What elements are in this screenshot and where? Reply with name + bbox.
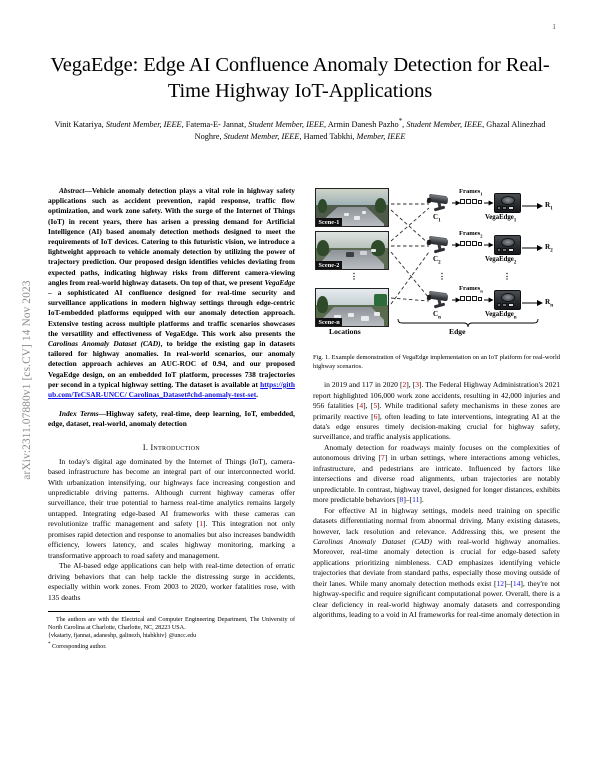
device-ports [497, 206, 514, 210]
figure-1 [313, 186, 560, 348]
tree-icon [374, 294, 387, 306]
port [497, 303, 501, 307]
camera-lens [427, 240, 432, 245]
dataset-link[interactable]: https://github.com/TeCSAR-UNCC/ Carolinas_Dataset#chd-anomaly-test-set [48, 379, 295, 400]
body-columns [48, 186, 560, 766]
scene-thumbnail-1 [315, 188, 389, 227]
camera-label-n: $C_n$ [433, 310, 441, 321]
arxiv-stamp: arXiv:2311.07880v1 [cs.CV] 14 Nov 2023 [21, 280, 33, 480]
result-label-2: $R_2$ [545, 243, 553, 254]
vehicle-marker [360, 251, 367, 255]
vertical-ellipsis: ⋮ [438, 272, 446, 281]
frame-box [466, 241, 471, 246]
footnote [48, 616, 295, 651]
result-label-n: $R_n$ [545, 298, 553, 309]
device-fan-icon [501, 196, 515, 205]
group-label-edge: Edge [449, 327, 466, 336]
vegaedge-device-n [494, 290, 521, 310]
intro-paragraph-1: In today's digital age dominated by the Internet of Things (IoT), camera-based infrastructure has become an integral part of our interconnected world. With urbanization intensifying, our highways face increasing congestion and unpredictable driving patterns. Although current highway cameras offer surveillance, their true potential to harness real-time analytics remains largely untapped. Integrating edge-based AI frameworks with these cameras can revolutionize traffic management and safety [1]. This integration not only promises rapid detection and response to anomalies but also increases bandwidth efficiency, lowers latency, and scales highway monitoring, marking a transformative approach to road safety and management. [48, 456, 295, 560]
figure-caption-text: Example demonstration of VegaEdge implementation on an IoT platform for real-world highway scenarios. [313, 354, 561, 370]
vehicle-marker [348, 313, 354, 317]
camera-base [434, 248, 445, 254]
abstract-link-suffix: . [256, 390, 259, 400]
scene-thumbnail-n [315, 288, 389, 327]
left-column [48, 186, 295, 651]
figure-diagram [313, 186, 560, 348]
right-paragraph-3: For effective AI in highway settings, models need training on specific datasets differentiating normal from abnormal driving. Many existing datasets, however, lack resolution and relevance. Addressing this, we present the Carolinas Anomaly Dataset (CAD) with real-world highway anomalies. Moreover, real-time anomaly detection is crucial for edge-based safety applications prioritizing nimbleness. CAD emphasizes identifying vehicle trajectories that deviate from standard paths, especially those moving outside of their lanes. While many anomaly detection methods exist [12]–[14], they're not highway-specific and require significant computational power. Overall, there is a clear deficiency in real-world highway anomaly datasets and corresponding algorithms, leading to a void in AI frameworks for real-time anomaly detection in [313, 505, 560, 620]
vegaedge-label-1: VegaEdge$_1$ [485, 214, 517, 224]
abstract-lead: Abstract [59, 186, 85, 195]
port [502, 303, 506, 307]
scene-label: Scene-2 [316, 261, 342, 269]
right-paragraph-1: in 2019 and 117 in 2020 [2], [3]. The Federal Highway Administration's 2021 report highlighted 106,000 work zone accidents, resulting in 42,000 injuries and 956 fatalities [4], [5]. While traditional safety mechanisms in these zones are primarily reactive [6], often leading to late interventions, integrating AI at the data's edge ensures timely decision-making crucial for highway safety, surveillance, and traffic analysis applications. [313, 380, 561, 442]
vehicle-marker [374, 312, 380, 316]
frames-strip-1 [460, 199, 482, 204]
vertical-ellipsis: ⋮ [350, 272, 358, 281]
result-label-1: $R_1$ [545, 201, 553, 212]
author-list: Vinit Katariya, Student Member, IEEE, Fatema-E- Jannat, Student Member, IEEE, Armin Danesh Pazho*, Student Member, IEEE, Ghazal Alinezhad Noghre, Student Member, IEEE, Hamed Tabkhi, Member, IEEE [54, 118, 546, 142]
footnote-emails: {vkatariy, fjannat, adaneshp, galinezh, htabkhiv} @uncc.edu [48, 633, 197, 640]
port [497, 206, 501, 210]
vegaedge-device-1 [494, 193, 521, 213]
index-terms [48, 409, 295, 429]
footnote-divider [48, 611, 140, 612]
frame-box [478, 242, 482, 246]
frame-box [466, 296, 471, 301]
vehicle-marker [362, 211, 366, 214]
right-paragraph-2: Anomaly detection for roadways mainly focuses on the complexities of autonomous driving [7] in urban settings, where interactions among vehicles, infrastructure, and pedestrians are intricate. Influenced by factors like intersections and diverse road alignments, urban trajectories are notably unpredictable. In contrast, highway travel, designed for longer distances, exhibits more predictable behaviors [8]–[11]. [313, 442, 560, 505]
device-ports [497, 248, 514, 252]
port [508, 303, 515, 307]
vehicle-marker [361, 316, 369, 321]
group-label-locations: Locations [329, 327, 361, 336]
device-fan-icon [501, 238, 515, 247]
footnote-corresponding: Corresponding author. [52, 643, 107, 650]
frames-label-1: Frames$_1$ [459, 188, 483, 197]
frame-box [472, 241, 477, 246]
abstract-body: —Vehicle anomaly detection plays a vital role in highway safety applications such as accident prevention, rapid response, traffic flow optimization, and work zone safety. With the surge of the Internet of Things (IoT) in recent years, there has arisen a pressing demand for Artificial Intelligence (AI) based anomaly detection methods designed to meet the requirements of IoT devices. Catering to this futuristic vision, we introduce a lightweight approach to vehicle anomaly detection by utilizing the power of trajectory prediction. Our proposed design identifies vehicles deviating from expected paths, indicating highway risks from different camera-viewing angles from real-world highway datasets. On top of that, we present VegaEdge – a sophisticated AI confluence designed for real-time security and surveillance applications in modern highway settings through edge-centric IoT-embedded platforms equipped with our anomaly detection approach. Extensive testing across multiple platforms and traffic scenarios showcases the versatility and effectiveness of VegaEdge. This work also presents the Carolinas Anomaly Dataset (CAD), to bridge the existing gap in datasets tailored for highway anomalies. In real-world scenarios, our anomaly detection approach achieves an AUC-ROC of 0.94, and our proposed VegaEdge design, on an embedded IoT platform, processes 738 trajectories per second in a typical highway setting. The dataset is available at [48, 186, 295, 389]
camera-icon-n [427, 291, 453, 311]
frame-box [460, 199, 465, 204]
frames-label-2: Frames$_2$ [459, 230, 483, 239]
camera-base [434, 206, 445, 212]
vehicle-marker [346, 252, 354, 257]
camera-base [434, 303, 445, 309]
frame-box [478, 200, 482, 204]
figure-caption [313, 354, 560, 371]
footnote-affiliation: The authors are with the Electrical and Computer Engineering Department, The University of North Carolina at Charlotte, Charlotte, NC, 28223 USA. [48, 616, 295, 631]
vehicle-marker [344, 213, 349, 216]
abstract [48, 186, 295, 400]
frame-box [472, 199, 477, 204]
port [508, 206, 515, 210]
title-block [36, 52, 564, 144]
frame-box [460, 241, 465, 246]
port [502, 206, 506, 210]
camera-lens [427, 198, 432, 203]
index-terms-lead: Index Terms [59, 409, 99, 419]
scene-thumbnail-2 [315, 231, 389, 270]
port [502, 248, 506, 252]
frame-box [472, 296, 477, 301]
frames-strip-2 [460, 241, 482, 246]
tree-icon [371, 240, 385, 256]
camera-icon-2 [427, 236, 453, 256]
scene-label: Scene-n [316, 318, 342, 326]
intro-paragraph-2: The AI-based edge applications can help with real-time detection of erratic driving behaviors that can help tackle the distressing surge in accidents, especially within work zones. From 2003 to 2020, worker fatalities rose, with 135 deaths [48, 561, 295, 602]
tree-icon [375, 198, 386, 213]
tree-icon [318, 199, 327, 213]
port [497, 248, 501, 252]
scene-label: Scene-1 [316, 218, 342, 226]
right-column [313, 186, 560, 621]
tree-icon [317, 296, 328, 313]
frame-box [460, 296, 465, 301]
vegaedge-label-2: VegaEdge$_2$ [485, 256, 517, 266]
vegaedge-device-2 [494, 235, 521, 255]
index-terms-body: —Highway safety, real-time, deep learning, IoT, embedded, edge, dataset, real-world, anomaly detection [48, 409, 295, 429]
footnote-marker: * [48, 641, 51, 647]
camera-lens [427, 295, 432, 300]
frame-box [466, 199, 471, 204]
device-fan-icon [501, 293, 515, 302]
page-number: 1 [552, 22, 556, 31]
section-heading-introduction: I. Introduction [142, 442, 201, 452]
tree-icon [317, 240, 329, 256]
figure-number: Fig. 1. [313, 354, 330, 361]
frames-label-n: Frames$_n$ [459, 285, 483, 294]
vegaedge-label-n: VegaEdge$_n$ [485, 311, 517, 321]
page-title: VegaEdge: Edge AI Confluence Anomaly Detection for Real-Time Highway IoT-Applications [50, 54, 550, 102]
port [508, 248, 515, 252]
device-ports [497, 303, 514, 307]
frames-strip-n [460, 296, 482, 301]
camera-icon-1 [427, 194, 453, 214]
vehicle-marker [371, 249, 376, 252]
vehicle-marker [354, 216, 360, 220]
frame-box [478, 297, 482, 301]
vertical-ellipsis: ⋮ [503, 272, 511, 281]
camera-label-1: $C_1$ [433, 213, 441, 224]
camera-label-2: $C_2$ [433, 255, 441, 266]
